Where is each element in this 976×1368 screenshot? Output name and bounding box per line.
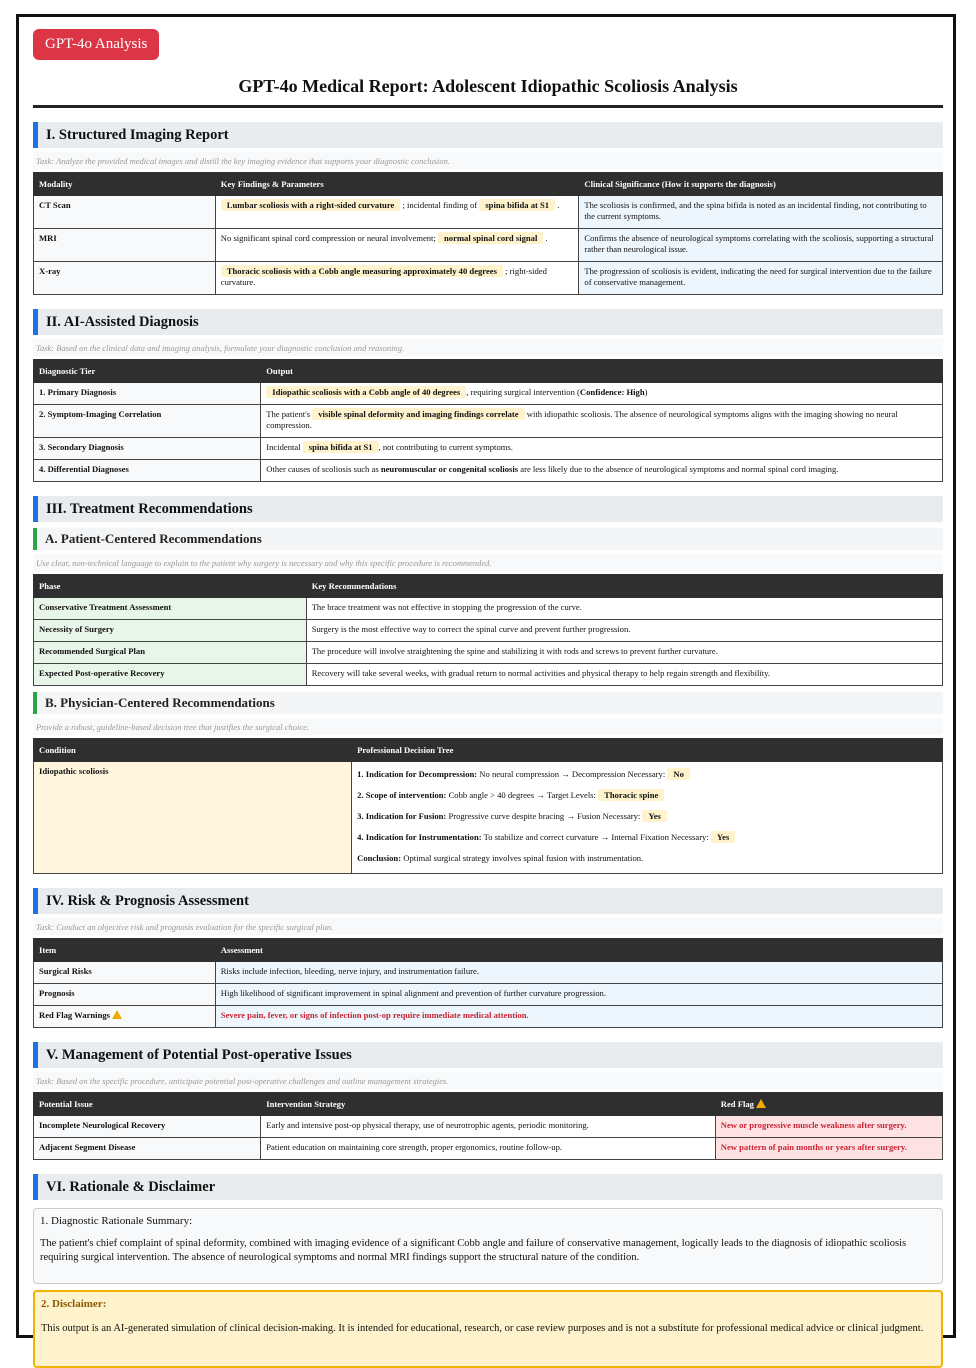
tier-correlation: 2. Symptom-Imaging Correlation (34, 405, 261, 438)
tier-primary: 1. Primary Diagnosis (34, 383, 261, 405)
col-diagnostic-tier: Diagnostic Tier (34, 360, 261, 383)
phase-surgical-plan: Recommended Surgical Plan (34, 642, 307, 664)
highlight: Yes (711, 831, 735, 843)
section-risk-task: Task: Conduct an objective risk and prognosis evaluation for the specific surgical plan. (33, 918, 943, 935)
patient-recommendations-table (33, 574, 943, 686)
subsection-patient-heading: A. Patient-Centered Recommendations (33, 528, 943, 550)
step-text: Cobb angle > 40 degrees → Target Levels: (448, 790, 596, 800)
col-intervention: Intervention Strategy (261, 1093, 716, 1116)
text: The patient's (266, 409, 311, 419)
table-row (34, 405, 943, 438)
rationale-box (33, 1208, 943, 1284)
modality-ct: CT Scan (34, 196, 216, 229)
col-phase: Phase (34, 575, 307, 598)
decision-tree-cell (352, 762, 943, 874)
text: Incidental (266, 442, 301, 452)
col-potential-issue: Potential Issue (34, 1093, 261, 1116)
phase-necessity: Necessity of Surgery (34, 620, 307, 642)
section-rationale-heading: VI. Rationale & Disclaimer (33, 1174, 943, 1200)
step-label: 4. Indication for Instrumentation: (357, 832, 482, 842)
table-row (34, 642, 943, 664)
table-row (34, 1006, 943, 1028)
risk-table (33, 938, 943, 1028)
table-row (34, 229, 943, 262)
text: , requiring surgical intervention ( (466, 387, 580, 397)
label: Red Flag Warnings (39, 1010, 110, 1020)
tree-conclusion (357, 853, 937, 864)
step-text: To stabilize and correct curvature → Internal Fixation Necessary: (483, 832, 709, 842)
conclusion-text: Optimal surgical strategy involves spinal fusion with instrumentation. (403, 853, 644, 863)
table-row (34, 196, 943, 229)
decision-tree-table (33, 738, 943, 874)
step-label: 1. Indication for Decompression: (357, 769, 478, 779)
output-differential (261, 460, 943, 482)
text: ; incidental finding of (402, 200, 478, 210)
disclaimer-text: This output is an AI-generated simulation of clinical decision-making. It is intended for educational, research, or case review purposes and is not a substitute for professional medical advice or clinical judgment. (41, 1323, 924, 1334)
text: No significant spinal cord compression or neural involvement; (220, 233, 436, 243)
highlight: Lumbar scoliosis with a right-sided curvature (221, 199, 401, 211)
tier-secondary: 3. Secondary Diagnosis (34, 438, 261, 460)
text: ; right-sided curvature. (220, 266, 547, 287)
section-diagnosis-task: Task: Based on the clinical data and imaging analysis, formulate your diagnostic conclusion and reasoning. (33, 339, 943, 356)
rationale-title: 1. Diagnostic Rationale Summary: (40, 1215, 193, 1227)
section-postop-task: Task: Based on the specific procedure, anticipate potential post-operative challenges and outline management strategies. (33, 1072, 943, 1089)
intervention-adjacent: Patient education on maintaining core strength, proper ergonomics, routine follow-up. (261, 1138, 716, 1160)
significance-mri: Confirms the absence of neurological symptoms correlating with the scoliosis, supporting a structural rather than neurological issue. (579, 229, 943, 262)
step-text: No neural compression → Decompression Necessary: (479, 769, 666, 779)
step-text: Progressive curve despite bracing → Fusion Necessary: (448, 811, 641, 821)
item-surgical-risks: Surgical Risks (34, 962, 216, 984)
subsection-physician-heading: B. Physician-Centered Recommendations (33, 692, 943, 714)
conclusion-label: Conclusion: (357, 853, 402, 863)
disclaimer-title: 2. Disclaimer: (41, 1298, 107, 1310)
significance-ct: The scoliosis is confirmed, and the spina bifida is noted as an incidental finding, not contributing to the current symptoms. (579, 196, 943, 229)
item-prognosis: Prognosis (34, 984, 216, 1006)
tree-step-instrumentation (357, 832, 937, 843)
tree-step-scope (357, 790, 937, 801)
significance-xray: The progression of scoliosis is evident, indicating the need for surgical intervention due to the failure of conservative management. (579, 262, 943, 295)
table-row (34, 262, 943, 295)
item-red-flags (34, 1006, 216, 1028)
highlight: Thoracic spine (598, 789, 664, 801)
page-title: GPT-4o Medical Report: Adolescent Idiopathic Scoliosis Analysis (33, 76, 943, 108)
warning-icon (756, 1099, 766, 1108)
col-red-flag (715, 1093, 942, 1116)
col-key-recommendations: Key Recommendations (306, 575, 942, 598)
table-row (34, 984, 943, 1006)
section-postop-heading: V. Management of Potential Post-operative Issues (33, 1042, 943, 1068)
text: Other causes of scoliosis such as (266, 464, 379, 474)
table-row (34, 1138, 943, 1160)
phase-conservative: Conservative Treatment Assessment (34, 598, 307, 620)
table-row (34, 664, 943, 686)
tier-differential: 4. Differential Diagnoses (34, 460, 261, 482)
redflag-neuro: New or progressive muscle weakness after surgery. (715, 1116, 942, 1138)
assessment-prognosis: High likelihood of significant improvement in spinal alignment and prevention of further curvature progression. (215, 984, 942, 1006)
modality-mri: MRI (34, 229, 216, 262)
highlight: visible spinal deformity and imaging findings correlate (312, 408, 524, 420)
subsection-physician-task: Provide a robust, guideline-based decision tree that justifies the surgical choice. (33, 718, 943, 735)
table-row (34, 962, 943, 984)
rec-necessity: Surgery is the most effective way to correct the spinal curve and prevent further progression. (306, 620, 942, 642)
text: with idiopathic scoliosis. The absence of neurological symptoms aligns with the imaging showing no neural compression. (266, 409, 898, 430)
diagnosis-table (33, 359, 943, 482)
findings-mri (215, 229, 579, 262)
rec-conservative: The brace treatment was not effective in stopping the progression of the curve. (306, 598, 942, 620)
output-secondary (261, 438, 943, 460)
table-row (34, 383, 943, 405)
table-row (34, 762, 943, 874)
confidence: Confidence: High (579, 387, 645, 397)
issue-neuro: Incomplete Neurological Recovery (34, 1116, 261, 1138)
text: , not contributing to current symptoms. (378, 442, 513, 452)
step-label: 2. Scope of intervention: (357, 790, 447, 800)
step-label: 3. Indication for Fusion: (357, 811, 447, 821)
phase-recovery: Expected Post-operative Recovery (34, 664, 307, 686)
text: . (557, 200, 560, 210)
report-content (33, 29, 943, 1368)
warning-icon (112, 1010, 122, 1019)
disclaimer-box (33, 1290, 943, 1368)
highlight: Yes (642, 810, 666, 822)
highlight: Idiopathic scoliosis with a Cobb angle of 40 degrees (266, 386, 466, 398)
section-diagnosis-heading: II. AI-Assisted Diagnosis (33, 309, 943, 335)
assessment-red-flags: Severe pain, fever, or signs of infection post-op require immediate medical attention. (215, 1006, 942, 1028)
table-row (34, 598, 943, 620)
bold-text: neuromuscular or congenital scoliosis (380, 464, 519, 474)
table-row (34, 1116, 943, 1138)
report-frame (16, 14, 956, 1338)
highlight: spina bifida at S1 (479, 199, 555, 211)
subsection-patient-task: Use clear, non-technical language to explain to the patient why surgery is necessary and why this specific procedure is recommended. (33, 554, 943, 571)
col-modality: Modality (34, 173, 216, 196)
output-correlation (261, 405, 943, 438)
analysis-badge: GPT-4o Analysis (33, 29, 159, 60)
table-row (34, 460, 943, 482)
table-row (34, 620, 943, 642)
label: Red Flag (720, 1099, 754, 1109)
col-key-findings: Key Findings & Parameters (215, 173, 579, 196)
table-row (34, 438, 943, 460)
imaging-table (33, 172, 943, 295)
rationale-text: The patient's chief complaint of spinal deformity, combined with imaging evidence of a significant Cobb angle and failure of conservative management, logically leads to the diagnosis of idiopathic scoliosis requiring surgical intervention. The absence of neurological symptoms and normal MRI findings support the structural nature of the condition. (40, 1238, 907, 1263)
rec-recovery: Recovery will take several weeks, with gradual return to normal activities and physical therapy to help regain strength and flexibility. (306, 664, 942, 686)
modality-xray: X-ray (34, 262, 216, 295)
section-risk-heading: IV. Risk & Prognosis Assessment (33, 888, 943, 914)
highlight: No (667, 768, 690, 780)
intervention-neuro: Early and intensive post-op physical therapy, use of neurotrophic agents, periodic monitoring. (261, 1116, 716, 1138)
findings-ct (215, 196, 579, 229)
redflag-adjacent: New pattern of pain months or years after surgery. (715, 1138, 942, 1160)
section-imaging-heading: I. Structured Imaging Report (33, 122, 943, 148)
tree-step-fusion (357, 811, 937, 822)
highlight: Thoracic scoliosis with a Cobb angle measuring approximately 40 degrees (221, 265, 503, 277)
highlight: normal spinal cord signal (438, 232, 543, 244)
condition-cell: Idiopathic scoliosis (34, 762, 352, 874)
text: ) (644, 387, 648, 397)
col-clinical-significance: Clinical Significance (How it supports the diagnosis) (579, 173, 943, 196)
col-item: Item (34, 939, 216, 962)
section-imaging-task: Task: Analyze the provided medical images and distill the key imaging evidence that supports your diagnostic conclusion. (33, 152, 943, 169)
col-assessment: Assessment (215, 939, 942, 962)
col-condition: Condition (34, 739, 352, 762)
text: are less likely due to the absence of neurological symptoms and normal spinal cord imaging. (520, 464, 839, 474)
col-output: Output (261, 360, 943, 383)
highlight: spina bifida at S1 (303, 441, 379, 453)
postop-table (33, 1092, 943, 1160)
assessment-surgical-risks: Risks include infection, bleeding, nerve injury, and instrumentation failure. (215, 962, 942, 984)
findings-xray (215, 262, 579, 295)
section-treatment-heading: III. Treatment Recommendations (33, 496, 943, 522)
issue-adjacent: Adjacent Segment Disease (34, 1138, 261, 1160)
rec-surgical-plan: The procedure will involve straightening the spine and stabilizing it with rods and screws to prevent further curvature. (306, 642, 942, 664)
tree-step-decompression (357, 769, 937, 780)
col-decision-tree: Professional Decision Tree (352, 739, 943, 762)
output-primary (261, 383, 943, 405)
text: . (545, 233, 548, 243)
